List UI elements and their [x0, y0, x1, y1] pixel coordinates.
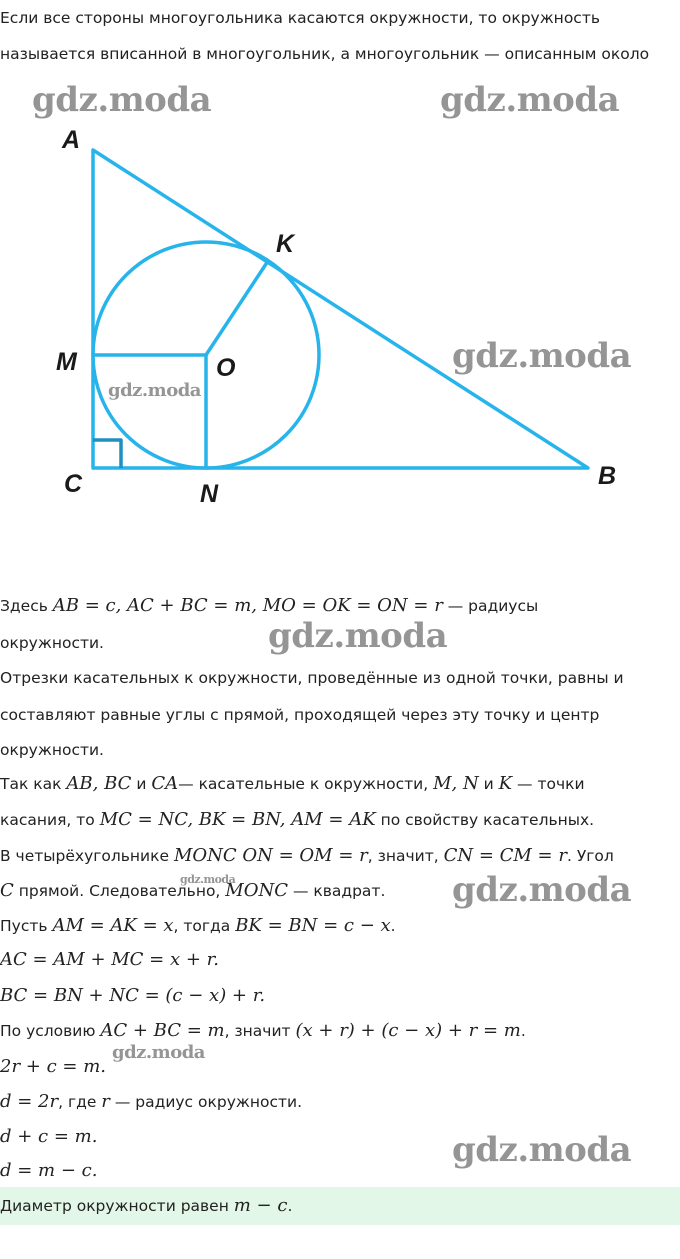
watermark: gdz.moda: [452, 1130, 632, 1170]
label-n: N: [200, 480, 219, 508]
equation-line: d = m − c.: [0, 1160, 98, 1181]
solution-line: составляют равные углы с прямой, проходящей через эту точку и центр: [0, 706, 600, 724]
watermark: gdz.moda: [108, 380, 201, 401]
solution-line: В четырёхугольнике MONC ON = OM = r, значит, CN = CM = r. Угол: [0, 845, 614, 866]
solution-line: C прямой. Следовательно, MONC — квадрат.: [0, 880, 386, 901]
watermark: gdz.moda: [112, 1042, 205, 1063]
solution-line: окружности.: [0, 741, 104, 759]
equation-line: d + c = m.: [0, 1126, 98, 1147]
label-k: K: [276, 230, 295, 258]
watermark: gdz.moda: [180, 873, 236, 886]
label-b: B: [598, 462, 617, 490]
solution-line: Здесь AB = c, AC + BC = m, MO = OK = ON = r — радиусы: [0, 595, 539, 616]
radius-ok: [206, 261, 268, 355]
solution-line: d = 2r, где r — радиус окружности.: [0, 1091, 302, 1112]
intro-line-1: Если все стороны многоугольника касаются окружности, то окружность: [0, 9, 600, 27]
label-m: M: [56, 348, 77, 376]
watermark: gdz.moda: [452, 870, 632, 910]
solution-line: Пусть AM = AK = x, тогда BK = BN = c − x.: [0, 915, 396, 936]
intro-line-2: называется вписанной в многоугольник, а многоугольник — описанным около: [0, 45, 650, 63]
solution-line: Так как AB, BC и CA— касательные к окружности, M, N и K — точки: [0, 773, 585, 794]
label-o: O: [216, 354, 236, 382]
answer-box: [0, 1187, 680, 1225]
watermark: gdz.moda: [440, 80, 620, 120]
solution-line: окружности.: [0, 634, 104, 652]
triangle-abc: [93, 150, 588, 468]
answer-text: Диаметр окружности равен m − c.: [0, 1195, 293, 1216]
solution-line: Отрезки касательных к окружности, проведённые из одной точки, равны и: [0, 669, 624, 687]
equation-line: BC = BN + NC = (c − x) + r.: [0, 985, 266, 1006]
label-a: A: [62, 126, 81, 154]
label-c: C: [64, 470, 83, 498]
watermark: gdz.moda: [452, 336, 632, 376]
solution-line: касания, то MC = NC, BK = BN, AM = AK по свойству касательных.: [0, 809, 595, 830]
solution-line: По условию AC + BC = m, значит (x + r) + (c − x) + r = m.: [0, 1020, 526, 1041]
right-angle-mark: [93, 440, 121, 468]
watermark: gdz.moda: [32, 80, 212, 120]
watermark: gdz.moda: [268, 616, 448, 656]
equation-line: AC = AM + MC = x + r.: [0, 949, 220, 970]
equation-line: 2r + c = m.: [0, 1056, 106, 1077]
